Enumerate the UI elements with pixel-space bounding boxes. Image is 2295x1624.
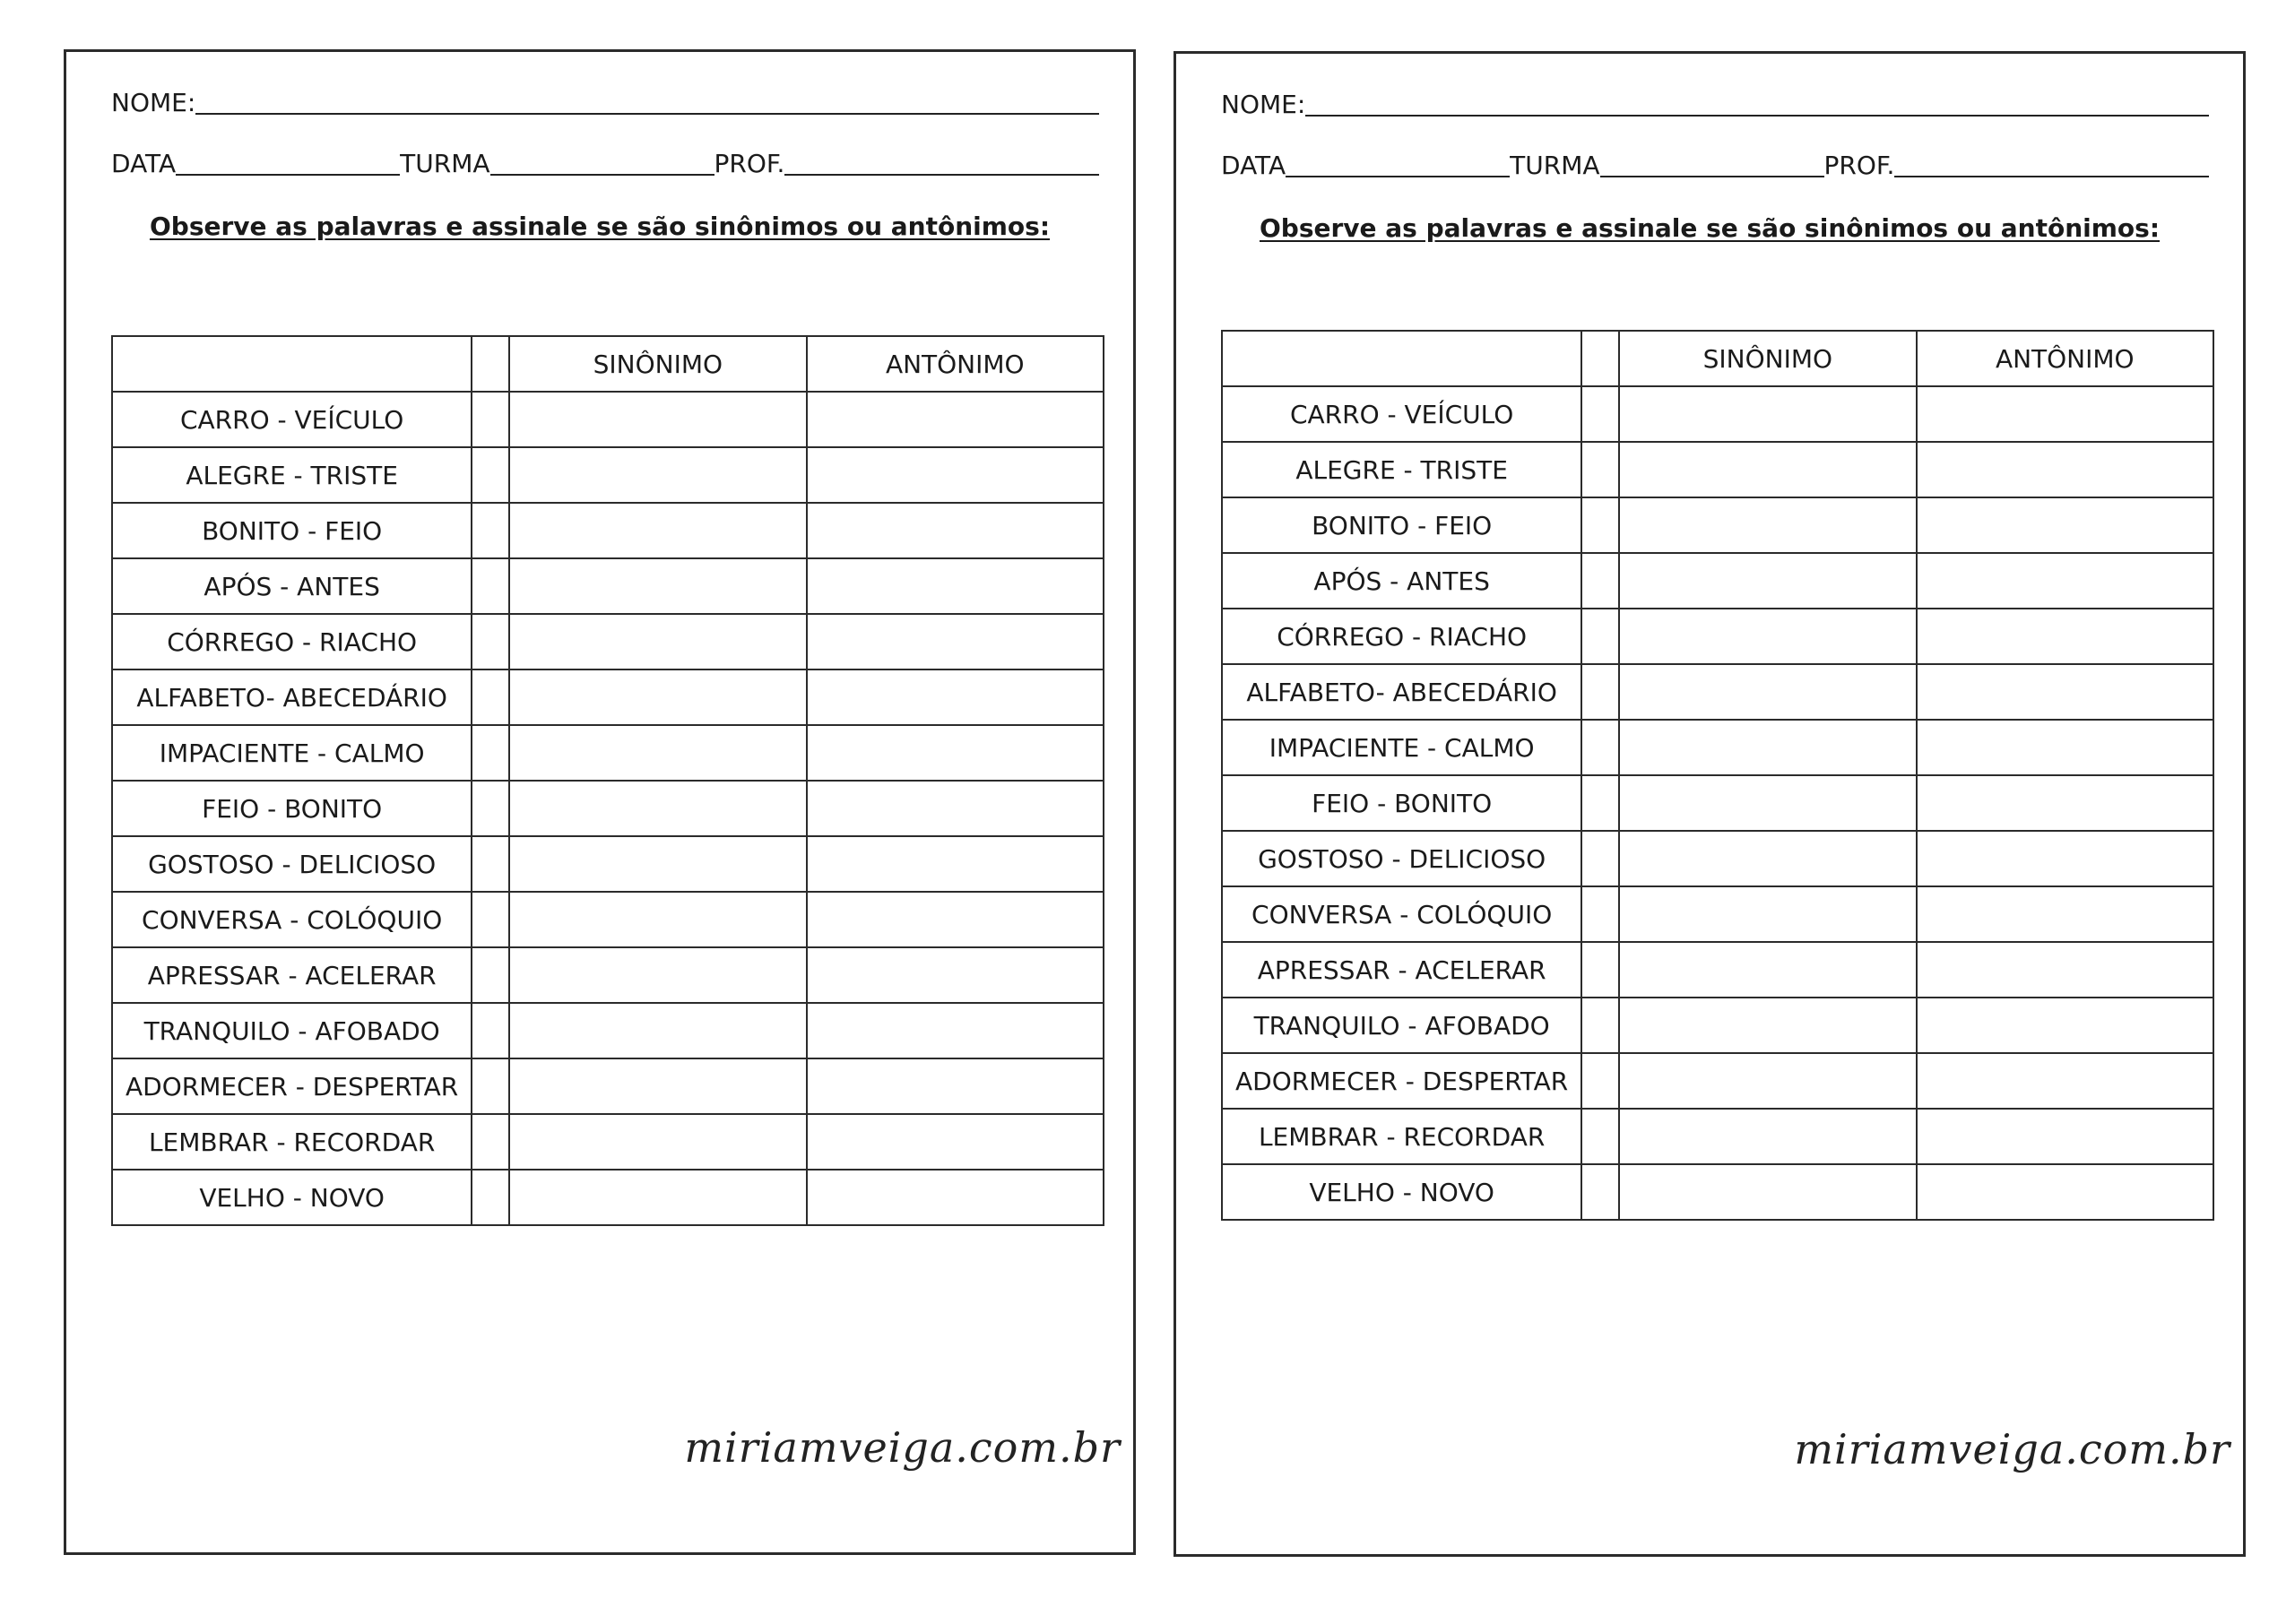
pair-rows (1222, 386, 2213, 1220)
synonym-answer-cell[interactable] (509, 892, 806, 947)
table-row (1222, 1164, 2213, 1220)
table-row (1222, 942, 2213, 998)
word-pair: APÓS - ANTES (1222, 553, 1581, 609)
antonym-answer-cell[interactable] (807, 614, 1104, 669)
table-row (1222, 1109, 2213, 1164)
word-pair: VELHO - NOVO (1222, 1164, 1581, 1220)
table-row (1222, 553, 2213, 609)
class-label: TURMA (1510, 151, 1600, 180)
gap-cell (1581, 720, 1619, 775)
word-pair: TRANQUILO - AFOBADO (1222, 998, 1581, 1053)
name-line[interactable] (195, 91, 1099, 115)
antonym-answer-cell[interactable] (1917, 1164, 2213, 1220)
meta-fields (1221, 152, 2209, 179)
name-line[interactable] (1305, 93, 2209, 117)
word-pair: BONITO - FEIO (1222, 497, 1581, 553)
name-field (1221, 91, 2209, 118)
word-pair: LEMBRAR - RECORDAR (1222, 1109, 1581, 1164)
synonym-answer-cell[interactable] (509, 1170, 806, 1225)
antonym-answer-cell[interactable] (1917, 553, 2213, 609)
antonym-answer-cell[interactable] (807, 1058, 1104, 1114)
table-row (112, 503, 1104, 558)
gap-cell (472, 1114, 509, 1170)
gap-cell (1581, 998, 1619, 1053)
gap-cell (472, 558, 509, 614)
table-row (1222, 720, 2213, 775)
answer-table (111, 335, 1104, 1226)
gap-cell (1581, 553, 1619, 609)
table-header-row (1222, 331, 2213, 386)
gap-cell (472, 447, 509, 503)
gap-cell (472, 947, 509, 1003)
antonym-answer-cell[interactable] (807, 1003, 1104, 1058)
antonym-answer-cell[interactable] (1917, 497, 2213, 553)
table-row (112, 1114, 1104, 1170)
table-row (112, 947, 1104, 1003)
word-pair: CÓRREGO - RIACHO (112, 614, 472, 669)
word-pair: GOSTOSO - DELICIOSO (1222, 831, 1581, 886)
synonym-answer-cell[interactable] (1619, 553, 1916, 609)
synonym-answer-cell[interactable] (509, 614, 806, 669)
word-pair: ALFABETO- ABECEDÁRIO (112, 669, 472, 725)
table-row (112, 892, 1104, 947)
header-antonym: ANTÔNIMO (807, 336, 1104, 392)
gap-cell (1581, 886, 1619, 942)
gap-cell (1581, 386, 1619, 442)
word-pair: GOSTOSO - DELICIOSO (112, 836, 472, 892)
pair-rows (112, 392, 1104, 1225)
synonym-answer-cell[interactable] (509, 1003, 806, 1058)
synonym-answer-cell[interactable] (1619, 775, 1916, 831)
synonym-answer-cell[interactable] (1619, 1164, 1916, 1220)
table-row (1222, 886, 2213, 942)
antonym-answer-cell[interactable] (807, 1170, 1104, 1225)
antonym-answer-cell[interactable] (807, 836, 1104, 892)
table-row (1222, 1053, 2213, 1109)
table-row (1222, 609, 2213, 664)
gap-cell (1581, 942, 1619, 998)
header-gap (472, 336, 509, 392)
table-row (112, 669, 1104, 725)
synonym-answer-cell[interactable] (1619, 942, 1916, 998)
synonym-answer-cell[interactable] (509, 392, 806, 447)
word-pair: ALEGRE - TRISTE (112, 447, 472, 503)
gap-cell (1581, 609, 1619, 664)
antonym-answer-cell[interactable] (807, 503, 1104, 558)
gap-cell (1581, 831, 1619, 886)
instruction-title: Observe as palavras e assinale se são sinônimos ou antônimos: (1259, 213, 2161, 243)
class-line[interactable] (1600, 154, 1824, 177)
header-antonym: ANTÔNIMO (1917, 331, 2213, 386)
synonym-answer-cell[interactable] (1619, 998, 1916, 1053)
antonym-answer-cell[interactable] (1917, 664, 2213, 720)
word-pair: APÓS - ANTES (112, 558, 472, 614)
table-row (1222, 386, 2213, 442)
word-pair: TRANQUILO - AFOBADO (112, 1003, 472, 1058)
brand-watermark: miriamveiga.com.br (684, 1423, 1121, 1472)
word-pair: CONVERSA - COLÓQUIO (1222, 886, 1581, 942)
synonym-answer-cell[interactable] (509, 725, 806, 781)
word-pair: FEIO - BONITO (1222, 775, 1581, 831)
table-row (112, 725, 1104, 781)
table-row (112, 1058, 1104, 1114)
table-row (1222, 998, 2213, 1053)
date-label: DATA (1221, 151, 1286, 180)
brand-watermark: miriamveiga.com.br (1794, 1425, 2230, 1473)
gap-cell (1581, 1109, 1619, 1164)
antonym-answer-cell[interactable] (1917, 442, 2213, 497)
word-pair: CONVERSA - COLÓQUIO (112, 892, 472, 947)
gap-cell (472, 1003, 509, 1058)
table-row (112, 836, 1104, 892)
table-row (112, 447, 1104, 503)
word-pair: CÓRREGO - RIACHO (1222, 609, 1581, 664)
gap-cell (1581, 1164, 1619, 1220)
table-row (112, 614, 1104, 669)
date-line[interactable] (176, 152, 400, 176)
synonym-answer-cell[interactable] (1619, 497, 1916, 553)
synonym-answer-cell[interactable] (509, 781, 806, 836)
antonym-answer-cell[interactable] (1917, 942, 2213, 998)
answer-table (1221, 330, 2214, 1221)
synonym-answer-cell[interactable] (1619, 1053, 1916, 1109)
antonym-answer-cell[interactable] (807, 892, 1104, 947)
gap-cell (472, 781, 509, 836)
antonym-answer-cell[interactable] (807, 1114, 1104, 1170)
word-pair: FEIO - BONITO (112, 781, 472, 836)
synonym-answer-cell[interactable] (1619, 609, 1916, 664)
antonym-answer-cell[interactable] (807, 947, 1104, 1003)
synonym-answer-cell[interactable] (509, 1114, 806, 1170)
synonym-answer-cell[interactable] (1619, 831, 1916, 886)
synonym-answer-cell[interactable] (1619, 664, 1916, 720)
word-pair: APRESSAR - ACELERAR (112, 947, 472, 1003)
header-synonym: SINÔNIMO (509, 336, 806, 392)
table-row (112, 392, 1104, 447)
gap-cell (472, 392, 509, 447)
word-pair: IMPACIENTE - CALMO (1222, 720, 1581, 775)
name-label: NOME: (1221, 90, 1306, 119)
antonym-answer-cell[interactable] (1917, 386, 2213, 442)
word-pair: ADORMECER - DESPERTAR (112, 1058, 472, 1114)
name-field (111, 90, 1099, 117)
synonym-answer-cell[interactable] (509, 947, 806, 1003)
header-synonym: SINÔNIMO (1619, 331, 1916, 386)
word-pair: VELHO - NOVO (112, 1170, 472, 1225)
gap-cell (472, 614, 509, 669)
worksheet-right (1173, 51, 2246, 1557)
worksheet-left (64, 49, 1136, 1555)
word-pair: CARRO - VEÍCULO (1222, 386, 1581, 442)
table-row (112, 781, 1104, 836)
antonym-answer-cell[interactable] (1917, 886, 2213, 942)
synonym-answer-cell[interactable] (1619, 442, 1916, 497)
gap-cell (472, 1058, 509, 1114)
word-pair: ALFABETO- ABECEDÁRIO (1222, 664, 1581, 720)
synonym-answer-cell[interactable] (1619, 386, 1916, 442)
synonym-answer-cell[interactable] (1619, 886, 1916, 942)
table-header-row (112, 336, 1104, 392)
antonym-answer-cell[interactable] (807, 669, 1104, 725)
word-pair: LEMBRAR - RECORDAR (112, 1114, 472, 1170)
class-label: TURMA (400, 149, 490, 178)
antonym-answer-cell[interactable] (807, 392, 1104, 447)
gap-cell (472, 503, 509, 558)
header-blank (1222, 331, 1581, 386)
synonym-answer-cell[interactable] (509, 836, 806, 892)
table-row (112, 1003, 1104, 1058)
gap-cell (1581, 442, 1619, 497)
table-row (1222, 775, 2213, 831)
antonym-answer-cell[interactable] (1917, 720, 2213, 775)
gap-cell (1581, 664, 1619, 720)
synonym-answer-cell[interactable] (509, 558, 806, 614)
date-label: DATA (111, 149, 177, 178)
synonym-answer-cell[interactable] (509, 503, 806, 558)
gap-cell (1581, 775, 1619, 831)
instruction-title: Observe as palavras e assinale se são sinônimos ou antônimos: (149, 212, 1051, 241)
word-pair: ALEGRE - TRISTE (1222, 442, 1581, 497)
table-row (1222, 664, 2213, 720)
antonym-answer-cell[interactable] (1917, 998, 2213, 1053)
meta-fields (111, 151, 1099, 177)
antonym-answer-cell[interactable] (807, 725, 1104, 781)
synonym-answer-cell[interactable] (509, 669, 806, 725)
antonym-answer-cell[interactable] (807, 781, 1104, 836)
gap-cell (472, 892, 509, 947)
name-label: NOME: (111, 88, 196, 117)
antonym-answer-cell[interactable] (1917, 609, 2213, 664)
table-row (112, 1170, 1104, 1225)
header-blank (112, 336, 472, 392)
synonym-answer-cell[interactable] (1619, 1109, 1916, 1164)
synonym-answer-cell[interactable] (509, 447, 806, 503)
antonym-answer-cell[interactable] (1917, 831, 2213, 886)
header-gap (1581, 331, 1619, 386)
gap-cell (1581, 1053, 1619, 1109)
word-pair: APRESSAR - ACELERAR (1222, 942, 1581, 998)
antonym-answer-cell[interactable] (1917, 775, 2213, 831)
table-row (1222, 442, 2213, 497)
gap-cell (472, 1170, 509, 1225)
word-pair: IMPACIENTE - CALMO (112, 725, 472, 781)
word-pair: BONITO - FEIO (112, 503, 472, 558)
gap-cell (472, 725, 509, 781)
table-row (1222, 497, 2213, 553)
teacher-label: PROF. (1823, 151, 1895, 180)
teacher-line[interactable] (784, 152, 1099, 176)
antonym-answer-cell[interactable] (807, 447, 1104, 503)
teacher-line[interactable] (1894, 154, 2209, 177)
word-pair: ADORMECER - DESPERTAR (1222, 1053, 1581, 1109)
table-row (1222, 831, 2213, 886)
antonym-answer-cell[interactable] (1917, 1053, 2213, 1109)
antonym-answer-cell[interactable] (1917, 1109, 2213, 1164)
date-line[interactable] (1286, 154, 1510, 177)
table-row (112, 558, 1104, 614)
word-pair: CARRO - VEÍCULO (112, 392, 472, 447)
teacher-label: PROF. (714, 149, 785, 178)
class-line[interactable] (490, 152, 714, 176)
gap-cell (472, 836, 509, 892)
antonym-answer-cell[interactable] (807, 558, 1104, 614)
synonym-answer-cell[interactable] (1619, 720, 1916, 775)
gap-cell (1581, 497, 1619, 553)
synonym-answer-cell[interactable] (509, 1058, 806, 1114)
gap-cell (472, 669, 509, 725)
